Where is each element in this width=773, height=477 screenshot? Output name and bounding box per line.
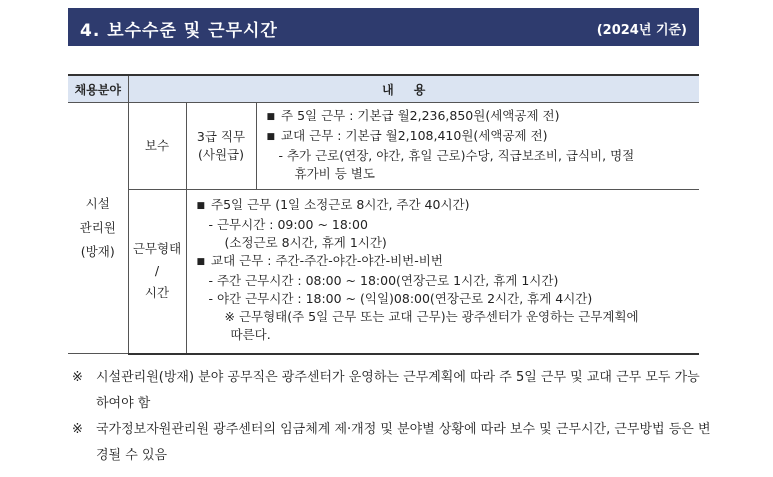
- note-text: 시설관리원(방재) 분야 공무직은 광주센터가 운영하는 근무계획에 따라 주 5일 근무 및 교대 근무 모두 가능하여야 함: [96, 370, 700, 411]
- field-name-line: 시설: [85, 196, 110, 211]
- work-line: 따른다.: [230, 327, 271, 343]
- work-line: (소정근로 8시간, 휴게 1시간): [224, 235, 387, 251]
- work-line: ■ 주5일 근무 (1일 소정근로 8시간, 주간 40시간): [197, 196, 692, 216]
- pay-line: ■ 교대 근무 : 기본급 월2,108,410원(세액공제 전): [267, 127, 692, 147]
- pay-line: - 추가 근로(연장, 야간, 휴일 근로)수당, 직급보조비, 급식비, 명절: [278, 148, 635, 163]
- work-label-line: 근무형태: [132, 241, 182, 257]
- pay-label: 보수: [128, 103, 186, 190]
- note-text: 국가정보자원관리원 광주센터의 임금체계 제·개정 및 분야별 상황에 따라 보수 및 근무시간, 근무방법 등은 변경될 수 있음: [96, 422, 711, 463]
- pay-line: 휴가비 등 별도: [294, 166, 375, 181]
- work-label-line: /: [154, 263, 160, 279]
- note-mark: ※: [72, 422, 83, 437]
- work-line: ■ 교대 근무 : 주간-주간-야간-야간-비번-비번: [197, 252, 692, 272]
- note-item: [72, 365, 712, 417]
- section-title: 4. 보수수준 및 근무시간: [80, 21, 278, 41]
- header-content: 내용: [128, 75, 699, 103]
- header-field: 채용분야: [68, 75, 128, 103]
- pay-line: ■ 주 5일 근무 : 기본급 월2,236,850원(세액공제 전): [267, 107, 692, 127]
- work-content: [186, 190, 699, 354]
- work-line: - 야간 근무시간 : 18:00 ~ (익일)08:00(연장근로 2시간, 휴게 4시간): [208, 291, 593, 307]
- notes-section: [72, 365, 712, 469]
- work-label-line: 시간: [144, 285, 170, 301]
- pay-content: [256, 103, 699, 190]
- note-item: [72, 417, 712, 469]
- basis-year: (2024년 기준): [596, 23, 687, 38]
- work-label-cell: [128, 190, 186, 354]
- pay-hours-table: [68, 74, 699, 355]
- work-line: - 주간 근무시간 : 08:00 ~ 18:00(연장근로 1시간, 휴게 1시간): [208, 273, 559, 289]
- grade-line: 3급 직무: [196, 129, 246, 144]
- field-name-cell: [68, 103, 128, 354]
- field-name-line: 관리원: [79, 220, 116, 235]
- work-line: ※ 근무형태(주 5일 근무 또는 교대 근무)는 광주센터가 운영하는 근무계획에: [224, 309, 639, 325]
- note-mark: ※: [72, 370, 83, 385]
- grade-line: (사원급): [198, 147, 244, 162]
- work-line: - 근무시간 : 09:00 ~ 18:00: [208, 217, 368, 233]
- section-header: [68, 8, 699, 46]
- grade-cell: [186, 103, 256, 190]
- field-name-line: (방재): [80, 244, 115, 259]
